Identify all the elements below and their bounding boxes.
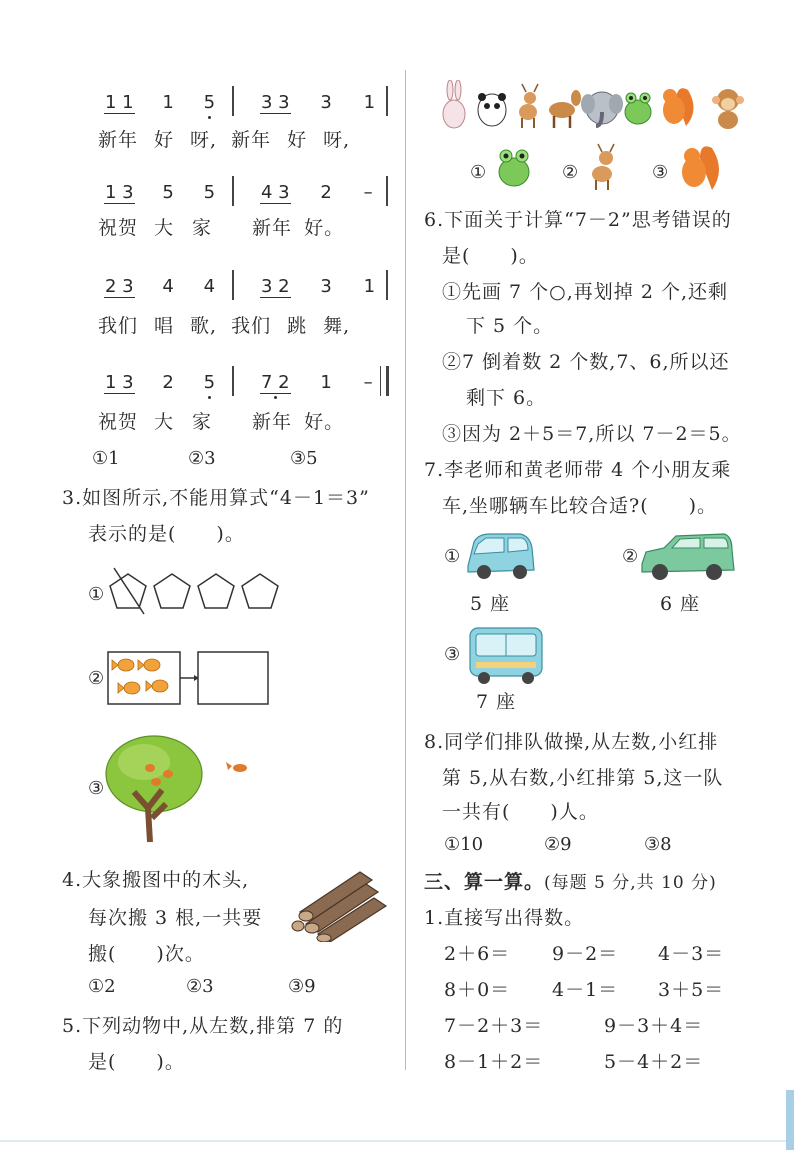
fish-icon	[118, 659, 134, 671]
lyric: 大	[154, 217, 175, 239]
q7-text-line2: 车,坐哪辆车比较合适?( )。	[442, 495, 718, 517]
lyric: 祝贺	[98, 411, 139, 433]
q7-option-1-label[interactable]: ①	[444, 546, 461, 567]
lyric: 呀,	[190, 129, 218, 151]
lyric: 祝贺	[98, 217, 139, 239]
note: 1	[363, 276, 376, 297]
q7-option-3-label[interactable]: ③	[444, 644, 461, 665]
fish-box	[108, 652, 180, 704]
equation[interactable]: 3＋5＝	[658, 979, 725, 1001]
lyric: 好	[154, 129, 175, 151]
panda-icon	[478, 93, 506, 126]
q4-text-line2: 每次搬 3 根,一共要	[88, 907, 263, 929]
song-row-3-notes-b	[260, 276, 375, 297]
section-3-title	[424, 870, 717, 895]
deer-icon	[586, 142, 622, 192]
bus-icon	[464, 622, 546, 686]
equation[interactable]: 4－1＝	[552, 979, 619, 1001]
song-option-3[interactable]: ③5	[290, 448, 318, 469]
lyric: 家	[192, 411, 213, 433]
pentagons-figure	[104, 566, 284, 618]
song-row-2-lyrics	[98, 216, 344, 240]
note-group: 4 3	[261, 182, 290, 203]
equation[interactable]: 2＋6＝	[444, 943, 511, 965]
lyric: 好。	[304, 411, 345, 433]
lyric: 好。	[304, 217, 345, 239]
q5-text-line1: 5.下列动物中,从左数,排第 7 的	[62, 1015, 344, 1037]
q8-text-line1: 8.同学们排队做操,从左数,小红排	[424, 731, 719, 753]
q7-seats-3: 7 座	[476, 691, 517, 713]
note: 5	[162, 182, 174, 203]
tree-birds-figure	[104, 732, 264, 844]
q3-option-3-label[interactable]: ③	[88, 778, 105, 799]
note-group: 2 3	[105, 276, 134, 297]
bird-icon	[163, 770, 173, 778]
song-row-4-notes	[104, 372, 215, 393]
note: 2	[320, 182, 332, 203]
q5-option-1[interactable]: ①	[470, 162, 487, 183]
fish-icon	[124, 682, 140, 694]
q7-seats-2: 6 座	[660, 593, 701, 615]
fish-icon	[144, 659, 160, 671]
bird-icon	[151, 778, 161, 786]
note: 3	[320, 276, 332, 297]
lyric: 跳	[287, 315, 308, 337]
lyric: 我们	[231, 315, 272, 337]
note: 2	[162, 372, 174, 393]
song-row-1-lyrics	[98, 128, 350, 152]
note: 5	[203, 182, 216, 203]
song-row-1-notes	[104, 92, 215, 113]
equation[interactable]: 8＋0＝	[444, 979, 511, 1001]
song-row-1-notes-b	[260, 92, 375, 113]
deer-icon	[519, 84, 538, 128]
note-low: 5	[203, 372, 216, 393]
q6-text-line2: 是( )。	[442, 245, 539, 267]
monkey-icon	[712, 89, 744, 129]
q7-text-line1: 7.李老师和黄老师带 4 个小朋友乘	[424, 459, 732, 481]
equation[interactable]: 8－1＋2＝	[444, 1051, 544, 1073]
bar-line	[386, 176, 388, 206]
bird-icon	[145, 764, 155, 772]
equation[interactable]: 9－3＋4＝	[604, 1015, 704, 1037]
lyric: 大	[154, 411, 175, 433]
note: 1	[162, 92, 174, 113]
bar-line	[232, 270, 234, 300]
song-row-4-lyrics	[98, 410, 344, 434]
q7-option-2-label[interactable]: ②	[622, 546, 639, 567]
section-score-note: (每题 5 分,共 10 分)	[544, 873, 717, 893]
note: 4	[162, 276, 174, 297]
q6-option-3[interactable]: ③因为 2＋5＝7,所以 7－2＝5。	[442, 423, 742, 445]
bar-line	[232, 176, 234, 206]
section-3-sub1: 1.直接写出得数。	[424, 907, 585, 929]
q8-option-1[interactable]: ①10	[444, 834, 484, 855]
lyric: 新年	[252, 411, 293, 433]
q5-text-line2: 是( )。	[88, 1051, 185, 1073]
note-low: 5	[203, 92, 216, 113]
pentagon	[242, 574, 278, 608]
frog-icon	[625, 93, 651, 124]
lyric: 舞,	[323, 315, 351, 337]
animals-row	[438, 80, 758, 132]
page-bottom-line	[0, 1140, 794, 1142]
q4-text-line3: 搬( )次。	[88, 943, 205, 965]
q7-seats-1: 5 座	[470, 593, 511, 615]
note: 1	[320, 372, 332, 393]
q4-text-line1: 4.大象搬图中的木头,	[62, 869, 250, 891]
q3-text-line2: 表示的是( )。	[88, 523, 245, 545]
note-group: 1 3	[105, 372, 134, 393]
equation[interactable]: 4－3＝	[658, 943, 725, 965]
bar-line	[386, 270, 388, 300]
note: 3	[320, 92, 332, 113]
bar-line	[232, 366, 234, 396]
q6-option-2-cont: 剩下 6。	[466, 387, 547, 409]
q8-option-2[interactable]: ②9	[544, 834, 572, 855]
q4-option-3[interactable]: ③9	[288, 976, 316, 997]
note-group: 1 3	[105, 182, 134, 203]
q8-option-3[interactable]: ③8	[644, 834, 672, 855]
q6-option-2[interactable]: ②7 倒着数 2 个数,7、6,所以还	[442, 351, 730, 373]
note: 4	[203, 276, 216, 297]
note-hold: –	[363, 372, 373, 393]
q5-option-2[interactable]: ②	[562, 162, 579, 183]
car-icon	[640, 530, 736, 582]
lyric: 家	[192, 217, 213, 239]
song-row-3-lyrics	[98, 314, 350, 338]
section-title: 三、算一算。	[424, 871, 545, 893]
lyric: 新年	[231, 129, 272, 151]
note-hold: –	[363, 182, 373, 203]
equation[interactable]: 9－2＝	[552, 943, 619, 965]
lyric: 好	[287, 129, 308, 151]
column-divider	[405, 70, 406, 1070]
end-bar-line	[380, 366, 389, 396]
squirrel-icon	[663, 88, 694, 126]
lyric: 呀,	[323, 129, 351, 151]
song-row-2-notes	[104, 182, 215, 203]
bird-tail	[226, 762, 232, 770]
q4-option-2[interactable]: ②3	[186, 976, 214, 997]
q6-option-1[interactable]: ①先画 7 个○,再划掉 2 个,还剩	[442, 281, 728, 303]
note: 1	[363, 92, 376, 113]
van-icon	[464, 528, 536, 584]
pentagon	[198, 574, 234, 608]
fish-boxes-figure	[104, 648, 274, 708]
q3-option-2-label[interactable]: ②	[88, 668, 105, 689]
rabbit-icon	[443, 80, 465, 128]
page-edge-tab	[786, 1090, 794, 1150]
empty-box	[198, 652, 268, 704]
bar-line	[232, 86, 234, 116]
lyric: 唱	[154, 315, 175, 337]
pentagon	[154, 574, 190, 608]
q6-option-1-cont: 下 5 个。	[466, 315, 554, 337]
note-group-low: 7 2	[261, 372, 290, 393]
horse-icon	[549, 90, 581, 128]
song-option-1[interactable]: ①1	[92, 448, 120, 469]
frog-icon	[494, 144, 534, 190]
note-group: 1 1	[105, 92, 134, 113]
pentagon-crossed	[110, 574, 146, 608]
note-group: 3 3	[261, 92, 290, 113]
lyric: 我们	[98, 315, 139, 337]
note-group: 3 2	[261, 276, 290, 297]
song-row-2-notes-b	[260, 182, 373, 203]
q5-option-3[interactable]: ③	[652, 162, 669, 183]
q8-text-line2: 第 5,从右数,小红排第 5,这一队	[442, 767, 724, 789]
song-row-3-notes	[104, 276, 215, 297]
lyric: 歌,	[190, 315, 218, 337]
q6-text-line1: 6.下面关于计算“7－2”思考错误的	[424, 209, 732, 231]
lyric: 新年	[252, 217, 293, 239]
flying-bird-icon	[233, 764, 247, 772]
song-option-2[interactable]: ②3	[188, 448, 216, 469]
equation[interactable]: 5－4＋2＝	[604, 1051, 704, 1073]
logs-icon	[290, 862, 390, 942]
q3-option-1-label[interactable]: ①	[88, 584, 105, 605]
fish-icon	[152, 680, 168, 692]
q3-text-line1: 3.如图所示,不能用算式“4－1＝3”	[62, 487, 370, 509]
q4-option-1[interactable]: ①2	[88, 976, 116, 997]
q8-text-line3: 一共有( )人。	[442, 801, 599, 823]
equation[interactable]: 7－2＋3＝	[444, 1015, 544, 1037]
elephant-icon	[581, 92, 623, 126]
lyric: 新年	[98, 129, 139, 151]
bar-line	[386, 86, 388, 116]
song-row-4-notes-b	[260, 372, 373, 393]
squirrel-icon	[676, 140, 720, 192]
